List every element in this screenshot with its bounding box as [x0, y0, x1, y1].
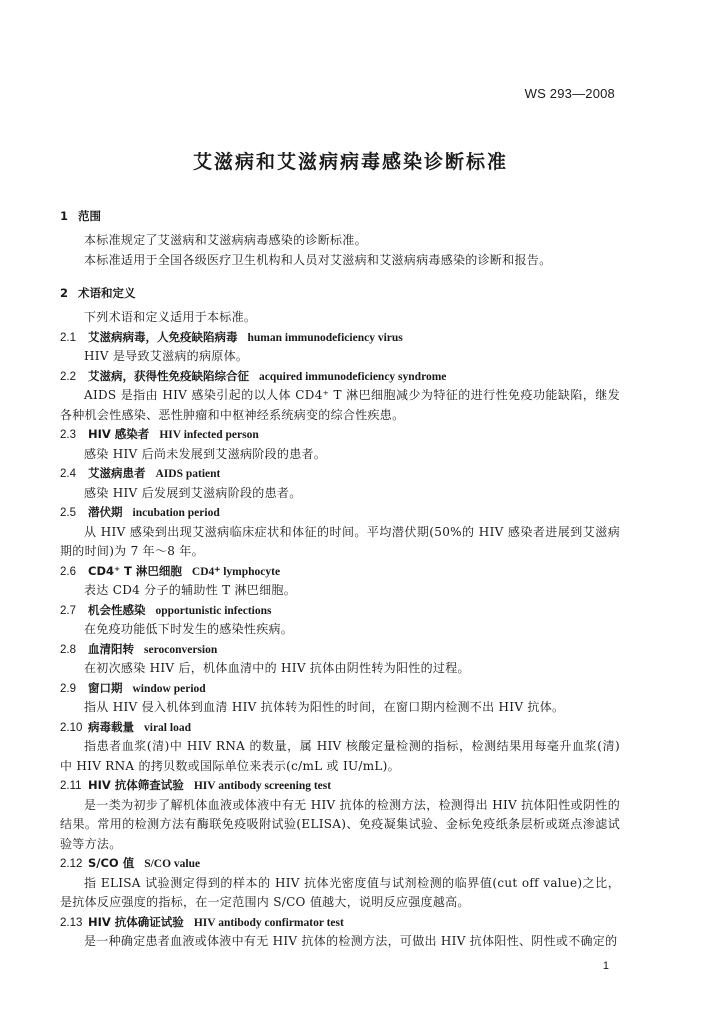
term-number: 2.7 [60, 604, 76, 617]
term-heading [60, 718, 620, 738]
term-heading [60, 464, 620, 484]
term-number: 2.5 [60, 507, 76, 519]
term-number: 2.13 [60, 916, 83, 929]
term-definition: 在初次感染 HIV 后，机体血清中的 HIV 抗体由阴性转为阳性的过程。 [84, 661, 470, 675]
term-en: seroconversion [144, 643, 218, 656]
term-heading [60, 854, 620, 874]
term-zh: HIV 抗体筛查试验 [88, 778, 184, 792]
term-definition: 是一类为初步了解机体血液或体液中有无 HIV 抗体的检测方法，检测得出 HIV 抗体阳性或阴性的结果。常用的检测方法有酶联免疫吸附试验(ELISA)、免疫凝集试验、金标免疫纸条层析或斑点渗滤试验等方法。 [60, 797, 620, 851]
term-definition: 感染 HIV 后尚未发展到艾滋病阶段的患者。 [84, 446, 327, 461]
term-en: viral load [144, 721, 191, 734]
term-zh: HIV 抗体确证试验 [88, 914, 184, 929]
term-en: human immunodeficiency virus [247, 331, 403, 344]
term-definition: 指从 HIV 侵入机体到血清 HIV 抗体转为阳性的时间，在窗口期内检测不出 HIV 抗体。 [84, 700, 565, 714]
term-heading [60, 503, 620, 523]
term-number: 2.10 [60, 721, 83, 734]
term-zh: 艾滋病，获得性免疫缺陷综合征 [88, 368, 249, 383]
document-title: 艾滋病和艾滋病病毒感染诊断标准 [192, 151, 508, 173]
paragraph: 本标准规定了艾滋病和艾滋病病毒感染的诊断标准。 [84, 233, 367, 247]
section-2-heading [60, 282, 620, 304]
term-en: CD4⁺ lymphocyte [191, 565, 281, 578]
section-intro: 下列术语和定义适用于本标准。 [84, 310, 257, 324]
term-definition: 感染 HIV 后发展到艾滋病阶段的患者。 [84, 485, 302, 500]
term-zh: 血清阳转 [88, 641, 134, 656]
term-zh: 病毒载量 [88, 719, 134, 734]
term-en: acquired immunodeficiency syndrome [259, 370, 447, 383]
term-heading [60, 367, 620, 387]
term-zh: 机会性感染 [88, 602, 146, 617]
term-definition: 表达 CD4 分子的辅助性 T 淋巴细胞。 [84, 583, 297, 597]
term-number: 2.12 [60, 858, 83, 870]
section-title: 范围 [78, 209, 101, 223]
term-number: 2.11 [60, 780, 82, 792]
term-number: 2.4 [60, 468, 76, 480]
term-heading [60, 776, 620, 796]
section-title: 术语和定义 [78, 286, 136, 300]
term-en: S/CO value [144, 858, 201, 870]
term-zh: 窗口期 [88, 680, 123, 695]
term-number: 2.3 [60, 429, 76, 441]
term-definition: 指 ELISA 试验测定得到的样本的 HIV 抗体光密度值与试剂检测的临界值(cut off value)之比，是抗体反应强度的指标，在一定范围内 S/CO 值越大，说明反应强度越高。 [60, 875, 620, 909]
section-number: 1 [60, 209, 69, 223]
term-zh: S/CO 值 [88, 856, 135, 870]
term-en: window period [132, 682, 206, 695]
term-definition: 是一种确定患者血液或体液中有无 HIV 抗体的检测方法，可做出 HIV 抗体阳性、阴性或不确定的 [84, 934, 618, 948]
term-number: 2.1 [60, 331, 76, 344]
term-zh: 潜伏期 [88, 505, 123, 519]
term-definition: 从 HIV 感染到出现艾滋病临床症状和体征的时间。平均潜伏期(50%的 HIV 感染者进展到艾滋病期的时间)为 7 年～8 年。 [60, 524, 620, 558]
term-definition: AIDS 是指由 HIV 感染引起的以人体 CD4⁺ T 淋巴细胞减少为特征的进行性免疫功能缺陷，继发各种机会性感染、恶性肿瘤和中枢神经系统病变的综合性疾患。 [60, 388, 620, 422]
term-heading [60, 425, 620, 445]
paragraph: 本标准适用于全国各级医疗卫生机构和人员对艾滋病和艾滋病病毒感染的诊断和报告。 [84, 252, 552, 267]
term-number: 2.9 [60, 682, 76, 695]
term-definition: HIV 是导致艾滋病的病原体。 [84, 349, 249, 363]
term-en: HIV infected person [159, 429, 259, 441]
term-number: 2.2 [60, 370, 76, 383]
term-zh: 艾滋病患者 [88, 466, 146, 480]
term-heading [60, 913, 620, 933]
term-zh: HIV 感染者 [88, 427, 150, 441]
term-en: HIV antibody confirmator test [193, 916, 344, 929]
term-zh: CD4⁺ T 淋巴细胞 [88, 563, 182, 578]
term-heading [60, 328, 620, 348]
term-definition: 在免疫功能低下时发生的感染性疾病。 [84, 622, 294, 636]
term-heading [60, 562, 620, 582]
term-en: HIV antibody screening test [193, 780, 332, 792]
term-number: 2.8 [60, 643, 76, 656]
standard-number: WS 293—2008 [524, 86, 615, 101]
term-en: opportunistic infections [155, 604, 272, 617]
term-heading [60, 679, 620, 699]
term-heading [60, 640, 620, 660]
section-1-heading [60, 205, 620, 227]
term-number: 2.6 [60, 565, 76, 578]
term-zh: 艾滋病病毒，人免疫缺陷病毒 [88, 329, 238, 344]
term-definition: 指患者血浆(清)中 HIV RNA 的数量，属 HIV 核酸定量检测的指标，检测结果用每毫升血浆(清)中 HIV RNA 的拷贝数或国际单位来表示(c/mL 或 IU/mL)。 [60, 739, 620, 773]
section-number: 2 [60, 286, 69, 300]
page-number: 1 [602, 960, 609, 972]
term-en: incubation period [132, 507, 220, 519]
document-body [60, 205, 620, 952]
term-heading [60, 601, 620, 621]
term-en: AIDS patient [155, 468, 221, 480]
